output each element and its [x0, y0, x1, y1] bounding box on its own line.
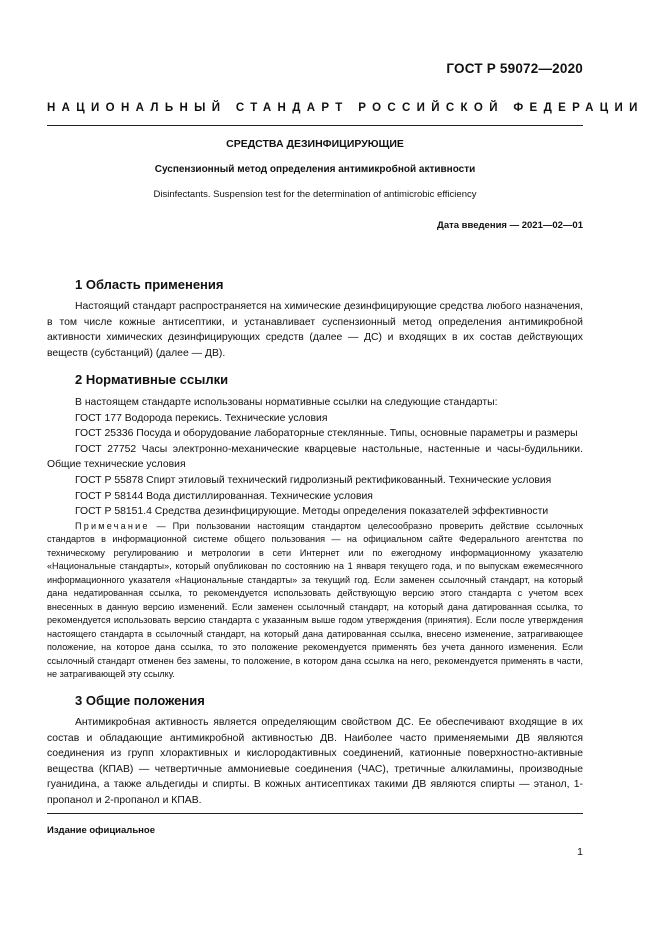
document-title: СРЕДСТВА ДЕЗИНФИЦИРУЮЩИЕ: [226, 138, 404, 150]
note-text: — При пользовании настоящим стандартом целесообразно проверить действие ссылочных стандартов в информационной системе общего пользования — на официальном сайте Федерального агентства по техническому регулированию и метрологии в сети Интернет или по ежегодному информационному указателю «Национальные стандарты», который опубликован по состоянию на 1 января текущего года, и по выпускам ежемесячного информационного указателя «Национальные стандарты» за текущий год. Если заменен ссылочный стандарт, на который дана недатированная ссылка, то рекомендуется использовать действующую версию этого стандарта с учетом всех внесенных в данную версию изменений. Если заменен ссылочный стандарт, на который дана датированная ссылка, то рекомендуется использовать версию стандарта с указанным выше годом утверждения (принятия). Если после утверждения настоящего стандарта в ссылочный стандарт, на который дана датированная ссылка, внесено изменение, затрагивающее положение, на которое дана ссылка, то это положение рекомендуется применять без учета данного изменения. Если ссылочный стандарт отменен без замены, то положение, в котором дана ссылка на него, рекомендуется применять в части, не затрагивающей эту ссылку.: [47, 521, 583, 679]
document-english-title: Disinfectants. Suspension test for the determination of antimicrobic efficiency: [153, 189, 477, 200]
references-note: [47, 520, 583, 681]
header-divider: [47, 125, 583, 126]
section-general-provisions-body: [47, 715, 583, 809]
section-heading-general-provisions: 3 Общие положения: [75, 693, 205, 708]
reference-item: ГОСТ Р 55878 Спирт этиловый технический гидролизный ректификованный. Технические условия: [75, 474, 552, 486]
reference-item: ГОСТ Р 58144 Вода дистиллированная. Технические условия: [75, 490, 373, 502]
page-number: 1: [577, 846, 583, 858]
reference-item: ГОСТ 177 Водорода перекись. Технические условия: [75, 412, 328, 424]
reference-item: ГОСТ Р 58151.4 Средства дезинфицирующие. Методы определения показателей эффективности: [75, 506, 549, 518]
paragraph: Настоящий стандарт распространяется на химические дезинфицирующие средства любого назначения, в том числе кожные антисептики, и устанавливает суспензионный метод определения антимикробной активности химических дезинфицирующих средств (далее — ДС) и входящих в их состав действующих веществ (субстанций) (далее — ДВ).: [47, 301, 583, 359]
section-normative-references-body: [47, 395, 583, 520]
note-label: Примечание: [75, 521, 150, 531]
national-standard-banner: НАЦИОНАЛЬНЫЙ СТАНДАРТ РОССИЙСКОЙ ФЕДЕРАЦИИ: [47, 102, 644, 114]
section-scope-body: [47, 299, 583, 361]
document-subtitle: Суспензионный метод определения антимикробной активности: [154, 164, 476, 175]
paragraph: В настоящем стандарте использованы нормативные ссылки на следующие стандарты:: [75, 397, 498, 408]
paragraph: Антимикробная активность является определяющим свойством ДС. Ее обеспечивают входящие в их состав и обладающие антимикробной активностью ДВ. Наиболее часто применяемыми ДВ являются соединения из групп хлорактивных и кислородактивных соединений, катионные поверхностно-активные вещества (КПАВ) — четвертичные аммониевые соединения (ЧАС), третичные алкиламины, производные гуанидина, а также альдегиды и спирты. В кожных антисептиках такими ДВ являются спирты — этанол, 1-пропанол и 2-пропанол и КПАВ.: [47, 717, 583, 806]
section-heading-normative-references: 2 Нормативные ссылки: [75, 372, 229, 387]
official-edition-label: Издание официальное: [47, 825, 155, 836]
reference-item: ГОСТ 27752 Часы электронно-механические кварцевые настольные, настенные и часы-будильники. Общие технические условия: [47, 443, 583, 471]
footer-divider: [47, 813, 583, 814]
section-heading-scope: 1 Область применения: [75, 277, 224, 292]
introduction-date: Дата введения — 2021—02—01: [437, 220, 583, 231]
standard-code: ГОСТ Р 59072—2020: [446, 61, 583, 76]
reference-item: ГОСТ 25336 Посуда и оборудование лабораторные стеклянные. Типы, основные параметры и размеры: [75, 428, 578, 440]
